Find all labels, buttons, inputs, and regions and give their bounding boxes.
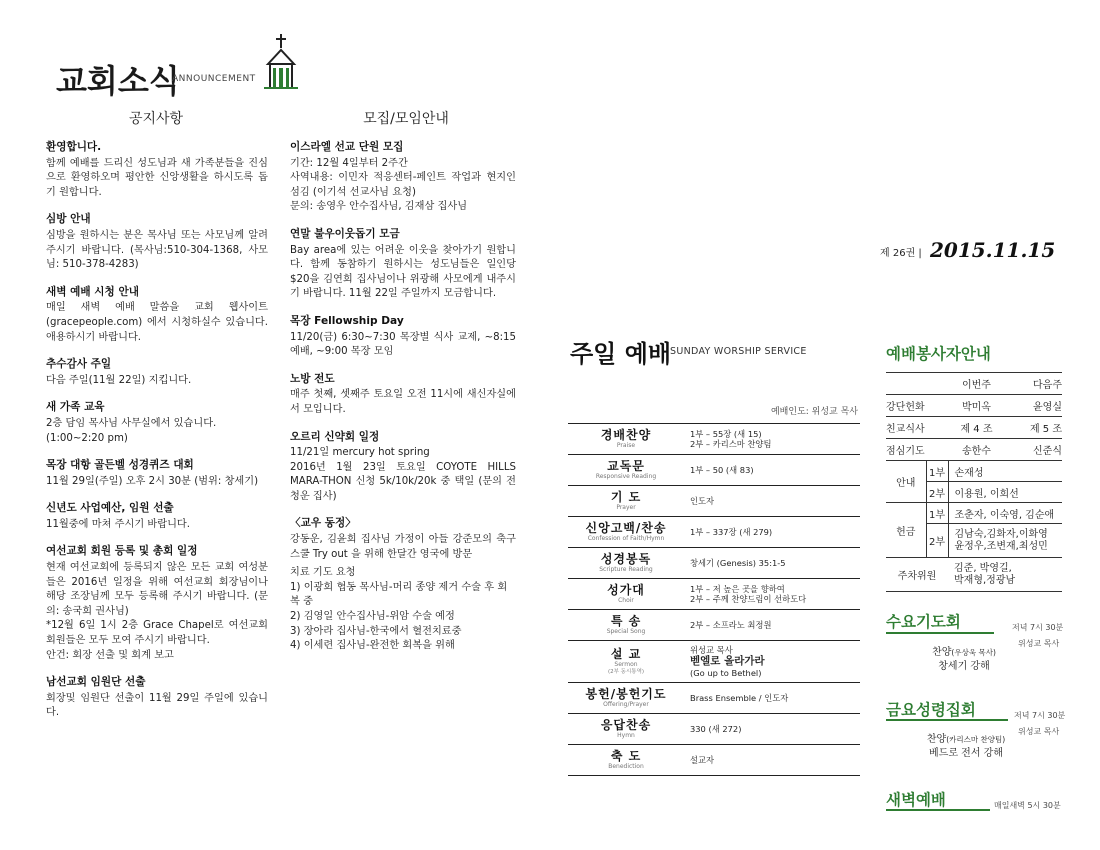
order-detail: 2부 – 카리스마 찬양팀 <box>690 439 772 449</box>
wednesday-pastor: 위성교 목사 <box>1018 639 1060 648</box>
servants-title: 예배봉사자안내 <box>886 345 991 363</box>
recruit-body: 강동운, 김윤희 집사님 가정이 아들 강준모의 축구스쿨 Try out 을 위해 한달간 영국에 방문 <box>290 534 516 560</box>
notice-item <box>46 544 268 663</box>
recruit-item <box>290 372 516 418</box>
order-name: 응답찬송 <box>600 718 652 732</box>
friday-line1-small: (카리스마 찬양팀) <box>946 735 1006 744</box>
recruit-body: Bay area에 있는 어려운 이웃을 찾아가기 원합니다. 함께 동참하기 원하시는 성도님들은 일인당 $20을 김연희 집사님이나 위광해 사모에게 내주시기 바랍니다. 11월 22일 주일까지 모금합니다. <box>290 244 516 300</box>
servant-next: 윤영실 <box>1005 395 1062 417</box>
order-detail: 2부 – 주께 찬양드림이 선하도다 <box>690 594 807 604</box>
friday-time: 저녁 7시 30분 <box>1014 711 1066 720</box>
servant-next: 제 5 조 <box>1005 417 1062 439</box>
friday-underline <box>886 719 1008 721</box>
worship-order <box>568 423 860 776</box>
friday-title: 금요성령집회 <box>886 701 976 719</box>
order-name: 특 송 <box>610 614 642 628</box>
order-name-en: Benediction <box>608 763 644 770</box>
order-row <box>568 455 860 486</box>
order-row <box>568 424 860 455</box>
order-detail: 인도자 <box>690 496 715 506</box>
usher-label: 안내 <box>886 461 926 503</box>
offering-names-2a: 김남숙,김화자,이화영 <box>954 528 1048 540</box>
parking-row <box>886 558 1062 592</box>
servant-next: 신준식 <box>1005 439 1062 461</box>
offering-names-1: 조춘자, 이숙영, 김순애 <box>948 503 1062 524</box>
notice-title: 심방 안내 <box>46 213 91 226</box>
interpretation-note: (2부 동시통역) <box>607 669 645 675</box>
order-row <box>568 610 860 641</box>
servant-this: 박미옥 <box>948 395 1005 417</box>
notice-item <box>46 285 268 345</box>
recruit-item <box>290 516 516 653</box>
recruit-body: 기간: 12월 4일부터 2주간 사역내용: 이민자 적응센터-페인트 작업과 현지인 섬김 (이기석 선교사님 요청) 문의: 송영우 안수집사님, 김재삼 집사님 <box>290 157 516 213</box>
order-row <box>568 579 860 610</box>
parking-names-b: 박재형,정광남 <box>954 574 1016 586</box>
servants-row <box>886 417 1062 439</box>
recruit-item <box>290 227 516 302</box>
notice-body: 회장및 임원단 선출이 11월 29일 주일에 있습니다. <box>46 692 268 719</box>
order-name-en: Scripture Reading <box>599 566 653 573</box>
page-subtitle: ANNOUNCEMENT <box>172 74 256 84</box>
friday-line1: 찬양 <box>926 734 947 745</box>
recruit-heading: 모집/모임안내 <box>363 111 449 127</box>
order-name: 경배찬양 <box>600 428 652 442</box>
notice-body: 11월 29일(주일) 오후 2시 30분 (범위: 창세기) <box>46 475 259 487</box>
offering-names-2b: 윤정우,조변재,최성민 <box>954 540 1048 552</box>
usher-part1: 1부 <box>926 461 948 482</box>
servants-table <box>886 372 1062 592</box>
wednesday-line1-small: (우상욱 목사) <box>951 648 996 657</box>
notice-body: 현재 여선교회에 등록되지 않은 모든 교회 여성분들은 2016년 일정을 위해 여선교회 회장님이나 해당 조장님께 모두 등록해 주시기 바랍니다. (문의: 송국희 권사님) *12월 6일 1시 2층 Grace Chapel로 여선교회 회원들은 모두 모여 주시기 바랍니다. 안건: 회장 선출 및 회계 보고 <box>46 562 268 661</box>
usher-names-2: 이용원, 이희선 <box>948 482 1062 503</box>
order-name: 신앙고백/찬송 <box>585 521 667 535</box>
wednesday-line1: 찬양 <box>932 647 952 658</box>
notice-title: 추수감사 주일 <box>46 358 112 371</box>
order-detail: 창세기 (Genesis) 35:1-5 <box>690 558 786 568</box>
order-name: 성가대 <box>607 583 645 597</box>
sermon-title-en: (Go up to Bethel) <box>690 668 762 678</box>
order-detail: 설교자 <box>690 755 715 765</box>
notice-body: 2층 담임 목사님 사무실에서 있습니다. (1:00~2:20 pm) <box>46 417 217 444</box>
notice-body: 함께 예배를 드리신 성도님과 새 가족분들을 진심으로 환영하오며 평안한 신앙생활을 하시도록 돕기 원합니다. <box>46 157 268 198</box>
notice-body: 심방을 원하시는 분은 목사님 또는 사모님께 알려주시기 바랍니다. (목사님:510-304-1368, 사모님: 510-378-4283) <box>46 229 268 271</box>
order-detail: 1부 – 저 높은 곳을 향하여 <box>690 584 785 594</box>
worship-leader: 예배인도: 위성교 목사 <box>770 407 858 417</box>
dawn-time: 매일새벽 5시 30분 <box>994 801 1061 810</box>
recruit-title: 〈교우 동정〉 <box>290 517 356 530</box>
recruit-item <box>290 430 516 505</box>
church-icon <box>262 34 300 90</box>
notice-item <box>46 501 268 532</box>
recruit-item <box>290 314 516 360</box>
notice-title: 새 가족 교육 <box>46 401 105 414</box>
friday-line2: 베드로 전서 강해 <box>929 748 1003 759</box>
order-row <box>568 745 860 776</box>
order-name-en: Praise <box>616 442 636 449</box>
recruit-body: 11/21일 mercury hot spring 2016년 1월 23일 토요일 COYOTE HILLS MARA-THON 신청 5k/10k/20k 중 택일 (문의 전청운 집사) <box>290 447 516 502</box>
recruit-title: 노방 전도 <box>290 372 335 385</box>
notice-title: 새벽 예배 시청 안내 <box>46 285 139 298</box>
notice-item <box>46 357 268 388</box>
notice-item <box>46 458 268 489</box>
notice-item <box>46 400 268 446</box>
order-row <box>568 517 860 548</box>
notice-title: 여선교회 회원 등록 및 총회 일정 <box>46 545 198 558</box>
wednesday-underline <box>886 632 994 634</box>
friday-pastor: 위성교 목사 <box>1018 727 1060 736</box>
dawn-underline <box>886 809 990 811</box>
order-row <box>568 548 860 579</box>
page-title: 교회소식 <box>56 62 180 100</box>
order-detail: Brass Ensemble / 인도자 <box>690 693 789 703</box>
order-name-en: Confession of Faith/Hymn <box>587 535 665 542</box>
order-name: 교독문 <box>607 459 645 473</box>
notice-item <box>46 675 268 721</box>
servant-this: 제 4 조 <box>948 417 1005 439</box>
servants-row <box>886 395 1062 417</box>
offering-part2: 2부 <box>926 524 948 558</box>
notice-body: 다음 주일(11월 22일) 지킵니다. <box>46 374 192 386</box>
order-name: 설 교 <box>610 647 642 661</box>
servants-row <box>886 439 1062 461</box>
servant-role: 점심기도 <box>886 439 948 461</box>
order-detail: 1부 – 50 (새 83) <box>690 465 754 475</box>
order-row <box>568 683 860 714</box>
recruit-title: 연말 불우이웃돕기 모금 <box>290 227 400 240</box>
order-name: 봉헌/봉헌기도 <box>585 687 667 701</box>
offering-row <box>886 503 1062 524</box>
order-name-en: Hymn <box>617 732 635 739</box>
offering-label: 헌금 <box>886 503 926 558</box>
wednesday-time: 저녁 7시 30분 <box>1012 623 1064 632</box>
order-name: 성경봉독 <box>600 552 652 566</box>
notices-heading: 공지사항 <box>128 111 184 127</box>
order-detail: 2부 – 소프라노 최정원 <box>690 620 772 630</box>
servant-this: 송한수 <box>948 439 1005 461</box>
order-detail: 1부 – 55장 (새 15) <box>690 429 762 439</box>
dawn-title: 새벽예배 <box>886 791 946 809</box>
notices-column <box>46 140 268 733</box>
wednesday-line2: 창세기 강해 <box>938 661 990 672</box>
worship-subtitle: SUNDAY WORSHIP SERVICE <box>670 346 807 357</box>
wednesday-program <box>874 646 1054 674</box>
notice-title: 환영합니다. <box>46 141 102 153</box>
notice-body: 매일 새벽 예배 말씀을 교회 웹사이트 (gracepeople.com) 에서 시청하실수 있습니다. 애용하시기 바랍니다. <box>46 302 268 343</box>
offering-part1: 1부 <box>926 503 948 524</box>
notice-item <box>46 140 268 200</box>
issue-date: 2015.11.15 <box>930 238 1056 262</box>
usher-names-1: 손재성 <box>948 461 1062 482</box>
order-row <box>568 486 860 517</box>
parking-names-a: 김준, 박영길, <box>954 562 1012 574</box>
notice-item <box>46 212 268 272</box>
this-week-header: 이번주 <box>948 373 1005 395</box>
order-name-en: Offering/Prayer <box>603 701 649 708</box>
notice-body: 11월중에 마쳐 주시기 바랍니다. <box>46 518 191 530</box>
recruit-title: 이스라엘 선교 단원 모집 <box>290 141 404 153</box>
recruit-body: 매주 첫째, 셋째주 토요일 오전 11시에 새신자실에서 모입니다. <box>290 389 516 415</box>
notice-title: 목장 대항 골든벨 성경퀴즈 대회 <box>46 459 194 472</box>
servant-role: 강단헌화 <box>886 395 948 417</box>
recruit-body: 11/20(금) 6:30~7:30 목장별 식사 교제, ~8:15 예배, ~9:00 목장 모임 <box>290 331 516 358</box>
prayer-requests: 치료 기도 요청 1) 이광희 협동 목사님-머리 종양 제거 수술 후 회복 중 2) 김영일 안수집사님-위암 수술 예정 3) 장아라 집사님-한국에서 혈전치료중 4) 이세련 집사님-완전한 회복을 위해 <box>290 567 508 652</box>
order-name-en: Special Song <box>606 628 646 635</box>
recruit-title: 목장 Fellowship Day <box>290 314 404 327</box>
wednesday-title: 수요기도회 <box>886 613 961 631</box>
order-detail: 1부 – 337장 (새 279) <box>690 527 773 537</box>
order-name: 기 도 <box>610 490 642 504</box>
friday-program <box>876 733 1056 761</box>
issue-label: 제 26권 | <box>880 248 922 259</box>
order-name-en: Responsive Reading <box>595 473 657 480</box>
order-name-en: Choir <box>618 597 634 604</box>
recruit-column <box>290 140 516 666</box>
parking-label: 주차위원 <box>886 558 948 592</box>
worship-title: 주일 예배 <box>570 340 672 368</box>
usher-row <box>886 461 1062 482</box>
servants-header <box>886 373 1062 395</box>
order-detail: 330 (새 272) <box>690 724 742 734</box>
next-week-header: 다음주 <box>1005 373 1062 395</box>
order-row-sermon <box>568 641 860 683</box>
recruit-item <box>290 140 516 215</box>
usher-part2: 2부 <box>926 482 948 503</box>
notice-title: 신년도 사업예산, 임원 선출 <box>46 502 174 515</box>
order-name-en: Prayer <box>616 504 636 511</box>
notice-title: 남선교회 임원단 선출 <box>46 676 146 689</box>
sermon-title: 벧엘로 올라가라 <box>690 655 765 667</box>
order-name: 축 도 <box>610 749 642 763</box>
recruit-title: 오르리 신약회 일정 <box>290 430 380 443</box>
servant-role: 친교식사 <box>886 417 948 439</box>
order-row <box>568 714 860 745</box>
preacher: 위성교 목사 <box>690 645 733 655</box>
order-name-en: Sermon <box>614 661 638 668</box>
